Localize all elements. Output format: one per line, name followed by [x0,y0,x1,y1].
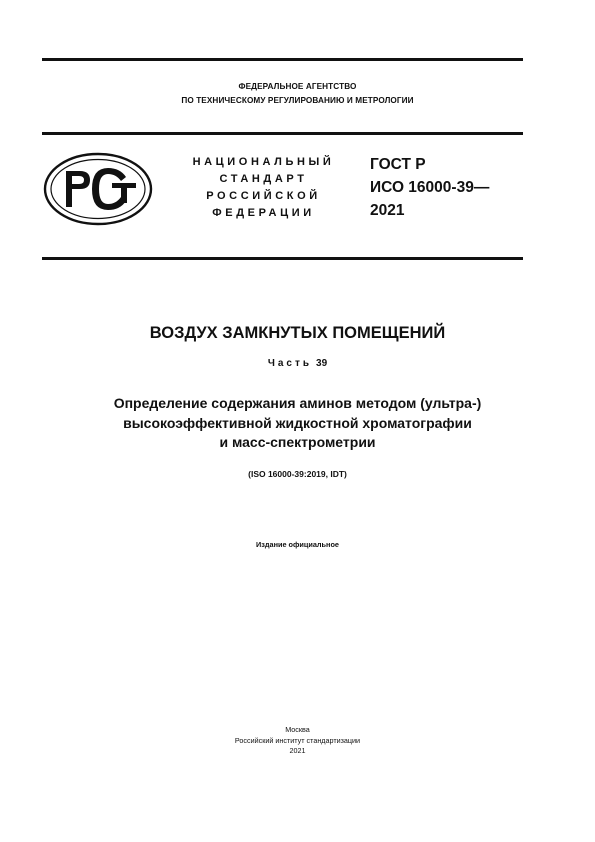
subtitle-line-3: и масс-спектрометрии [219,434,376,450]
document-subtitle [0,394,595,453]
top-rule [42,58,523,61]
imprint-publisher: Российский институт стандартизации [234,735,361,745]
document-title: ВОЗДУХ ЗАМКНУТЫХ ПОМЕЩЕНИЙ [149,324,446,342]
agency-header [0,80,595,108]
designation-line-2: ИСО 16000-39— [370,179,490,196]
iso-reference: (ISO 16000-39:2019, IDT) [248,469,347,479]
lower-rule [42,257,523,260]
subtitle-line-1: Определение содержания аминов методом (ультра-) [113,395,482,411]
designation-line-3: 2021 [370,202,405,219]
part-label: Часть [267,358,313,369]
rst-certification-mark-icon [42,151,154,227]
national-standard-line-3: РОССИЙСКОЙ [206,190,321,202]
part-number: 39 [316,358,328,369]
agency-line-1: ФЕДЕРАЛЬНОЕ АГЕНТСТВО [238,82,357,91]
part-line [0,358,595,369]
standard-designation [370,153,489,222]
designation-line-1: ГОСТ Р [370,156,426,173]
national-standard-line-4: ФЕДЕРАЦИИ [212,207,315,219]
imprint-city: Москва [285,725,310,734]
agency-line-2: ПО ТЕХНИЧЕСКОМУ РЕГУЛИРОВАНИЮ И МЕТРОЛОГИИ [181,96,414,105]
imprint-year: 2021 [289,746,306,755]
national-standard-line-1: НАЦИОНАЛЬНЫЙ [192,156,335,168]
edition-note: Издание официальное [256,540,339,549]
national-standard-block [176,154,351,222]
subtitle-line-2: высокоэффективной жидкостной хроматографии [123,414,472,431]
imprint [0,725,595,757]
upper-rule [42,132,523,135]
national-standard-line-2: СТАНДАРТ [219,173,308,185]
